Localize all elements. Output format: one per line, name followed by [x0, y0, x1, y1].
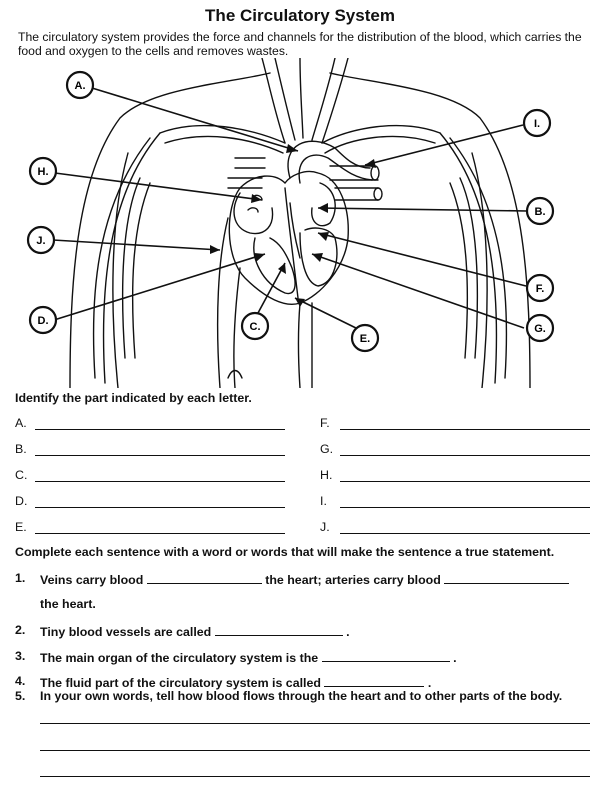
- diagram-label-h: [30, 158, 56, 184]
- answer-letter: E.: [15, 520, 27, 534]
- answer-row: [15, 494, 595, 510]
- question-4: [15, 674, 595, 690]
- answer-letter: B.: [15, 442, 27, 456]
- diagram-label-a: [67, 72, 93, 98]
- answer-line[interactable]: [340, 429, 590, 430]
- answer-line[interactable]: [35, 429, 285, 430]
- svg-text:B.: B.: [534, 206, 546, 218]
- answer-letter: A.: [15, 416, 27, 430]
- question-text: Tiny blood vessels are called .: [40, 625, 350, 639]
- question-5: [15, 689, 595, 705]
- answer-letter: C.: [15, 468, 28, 482]
- answer-row: [15, 520, 595, 536]
- svg-text:E.: E.: [359, 333, 371, 345]
- answer-row: [15, 442, 595, 458]
- answer-line[interactable]: [340, 481, 590, 482]
- question-number: 3.: [15, 649, 26, 663]
- answer-line[interactable]: [35, 455, 285, 456]
- complete-heading: Complete each sentence with a word or words that will make the sentence a true statement.: [15, 545, 555, 559]
- answer-letter: I.: [320, 494, 327, 508]
- question-text: In your own words, tell how blood flows through the heart and to other parts of the body.: [40, 689, 563, 703]
- answer-blank[interactable]: [215, 623, 343, 636]
- diagram-label-b: [527, 198, 553, 224]
- question-number: 4.: [15, 674, 26, 688]
- diagram-label-i: [524, 110, 550, 136]
- svg-text:J.: J.: [36, 235, 46, 247]
- diagram-label-d: [30, 307, 56, 333]
- answer-row: [15, 416, 595, 432]
- question-1-continued: [15, 597, 595, 613]
- answer-blank[interactable]: [444, 571, 569, 584]
- answer-line[interactable]: [340, 455, 590, 456]
- question-text: the heart.: [40, 597, 96, 611]
- svg-text:C.: C.: [249, 321, 261, 333]
- diagram-label-c: [242, 313, 268, 339]
- diagram-label-e: [352, 325, 378, 351]
- answer-line[interactable]: [35, 507, 285, 508]
- question-1: [15, 571, 595, 587]
- svg-text:G.: G.: [534, 323, 546, 335]
- answer-line[interactable]: [35, 481, 285, 482]
- writing-line[interactable]: [40, 723, 590, 724]
- answer-letter: H.: [320, 468, 333, 482]
- question-number: 1.: [15, 571, 26, 585]
- svg-text:D.: D.: [37, 315, 49, 327]
- answer-letter: D.: [15, 494, 28, 508]
- svg-text:I.: I.: [533, 118, 541, 130]
- answer-line[interactable]: [340, 533, 590, 534]
- diagram-label-g: [527, 315, 553, 341]
- question-number: 5.: [15, 689, 26, 703]
- question-number: 2.: [15, 623, 26, 637]
- question-3: [15, 649, 595, 665]
- writing-line[interactable]: [40, 776, 590, 777]
- answer-blank[interactable]: [324, 674, 424, 687]
- identify-heading: Identify the part indicated by each letter.: [15, 391, 252, 405]
- answer-letter: G.: [320, 442, 334, 456]
- question-text: Veins carry blood the heart; arteries carry blood: [40, 571, 569, 587]
- question-text: The main organ of the circulatory system is the .: [40, 651, 457, 665]
- answer-row: [15, 468, 595, 484]
- question-text: The fluid part of the circulatory system is called .: [40, 676, 432, 690]
- answer-letter: J.: [320, 520, 330, 534]
- svg-text:H.: H.: [37, 166, 49, 178]
- writing-line[interactable]: [40, 750, 590, 751]
- svg-text:A.: A.: [74, 80, 86, 92]
- answer-blank[interactable]: [322, 649, 450, 662]
- answer-line[interactable]: [340, 507, 590, 508]
- worksheet-title: The Circulatory System: [205, 6, 395, 25]
- circulatory-diagram: [0, 58, 600, 388]
- answer-letter: F.: [320, 416, 330, 430]
- question-2: [15, 623, 595, 639]
- svg-text:F.: F.: [535, 283, 545, 295]
- body-outline: [70, 73, 530, 388]
- diagram-label-j: [28, 227, 54, 253]
- answer-line[interactable]: [35, 533, 285, 534]
- diagram-label-f: [527, 275, 553, 301]
- answer-blank[interactable]: [147, 571, 262, 584]
- intro-paragraph: The circulatory system provides the force and channels for the distribution of the blood, which carries the food and oxygen to the cells and removes wastes.: [18, 30, 582, 58]
